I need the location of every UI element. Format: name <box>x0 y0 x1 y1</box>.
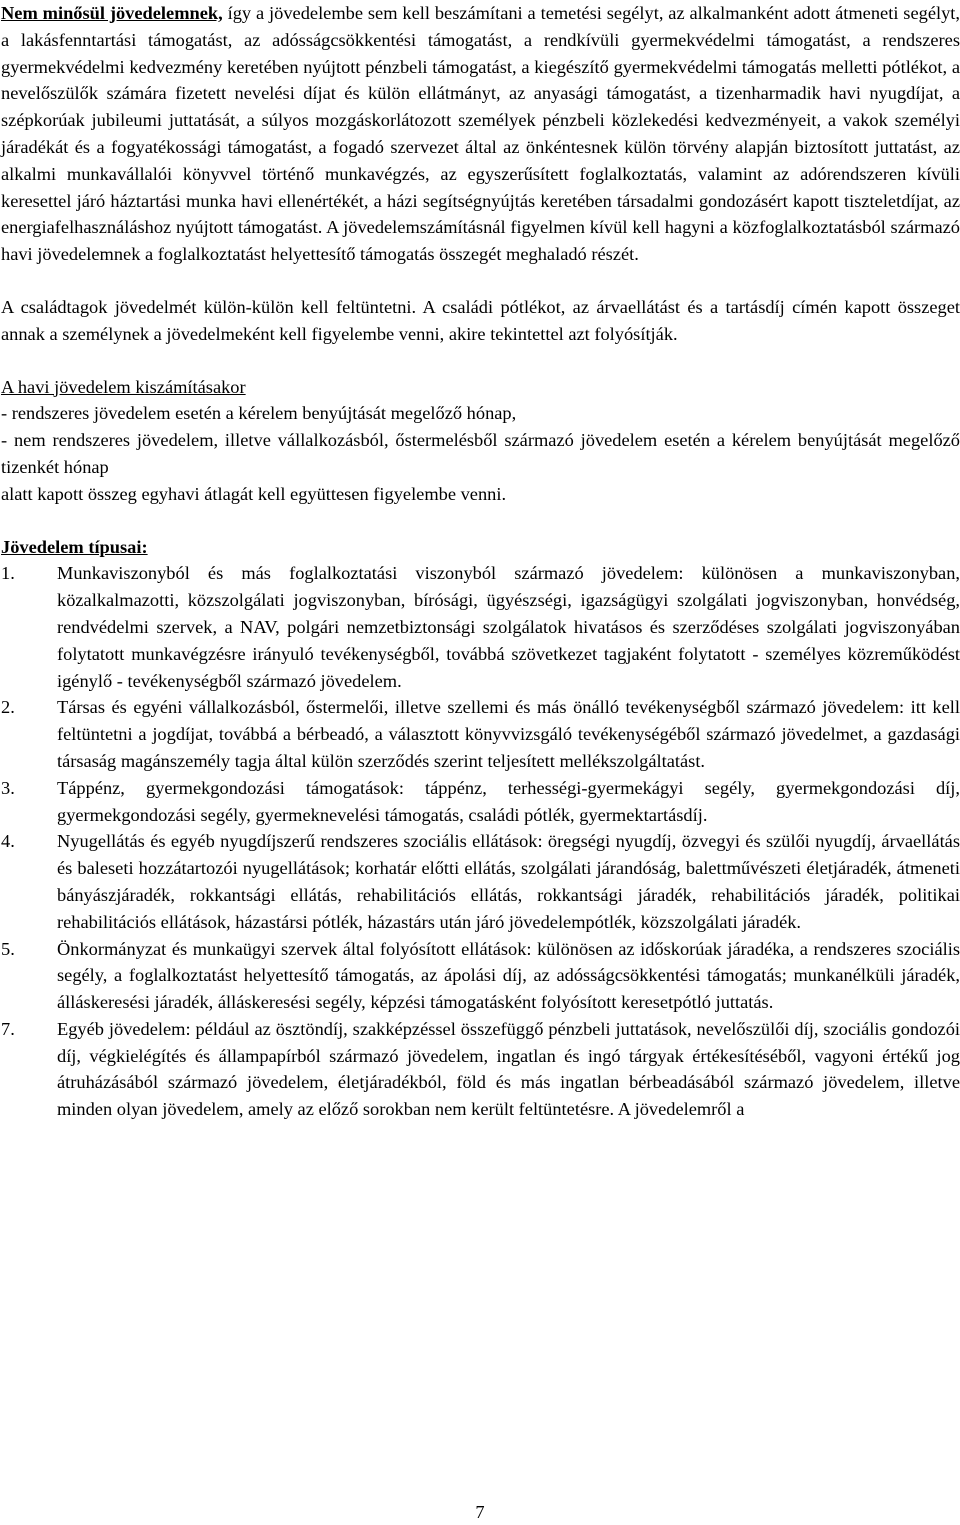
list-item <box>1 560 960 694</box>
intro-paragraph <box>1 0 960 268</box>
list-item-number: 3. <box>1 777 15 798</box>
document-page <box>1 0 960 1123</box>
list-item-text: Társas és egyéni vállalkozásból, őstermelői, illetve szellemi és más önálló tevékenységből származó jövedelem: itt kell feltüntetni a jogdíjat, továbbá a bérbeadó, a választott könyvvizsgáló tevékenységéből származó jövedelmet, a gazdasági társaság magánszemély tagja által külön szerződés szerint teljesített mellékszolgáltatást. <box>57 697 960 771</box>
spacer <box>1 348 960 374</box>
monthly-section <box>1 374 960 508</box>
list-item-number: 4. <box>1 831 15 852</box>
list-item-number: 1. <box>1 563 15 584</box>
list-item-number: 7. <box>1 1018 15 1039</box>
monthly-line-1: - rendszeres jövedelem esetén a kérelem benyújtását megelőző hónap, <box>1 403 517 424</box>
list-item-text: Nyugellátás és egyéb nyugdíjszerű rendszeres szociális ellátások: öregségi nyugdíj, özvegyi és szülői nyugdíj, árvaellátás és baleseti hozzátartozói nyugellátások; korhatár előtti ellátás, szolgálati járandóság, balettművészeti életjáradék, átmeneti bányászjáradék, rokkantsági ellátás, rehabilitációs ellátás, rokkantsági járadék, rehabilitációs járadék, politikai rehabilitációs ellátások, házastársi pótlék, házastárs után járó jövedelempótlék, közszolgálati járadék. <box>57 831 960 932</box>
list-item-text: Munkaviszonyból és más foglalkoztatási viszonyból származó jövedelem: különösen a munkaviszonyban, közalkalmazotti, közszolgálati jogviszonyban, bírósági, ügyészségi, igazságügyi szolgálati jogviszonyban, honvédség, rendvédelmi szervek, a NAV, polgári nemzetbiztonsági szolgálatok hivatásos és szerződéses szolgálati jogviszonyában folytatott munkavégzésre irányuló tevékenységből, továbbá szövetkezet tagjaként folytatott - személyes közreműködést igénylő - tevékenységből származó jövedelem. <box>57 563 960 691</box>
list-item <box>1 694 960 774</box>
list-item <box>1 936 960 1016</box>
list-item <box>1 775 960 829</box>
monthly-line-2: - nem rendszeres jövedelem, illetve vállalkozásból, őstermelésből származó jövedelem esetén a kérelem benyújtását megelőző tizenkét hónap <box>1 430 960 477</box>
list-item-text: Egyéb jövedelem: például az ösztöndíj, szakképzéssel összefüggő pénzbeli juttatások, nevelőszülői díj, szociális gondozói díj, végkielégítés és állampapírból származó jövedelem, ingatlan és ingó tárgyak értékesítéséből, vagyoni értékű jog átruházásából származó jövedelem, életjáradékból, föld és más ingatlan bérbeadásából származó jövedelem, illetve minden olyan jövedelem, amely az előző sorokban nem került feltüntetésre. A jövedelemről a <box>57 1018 960 1120</box>
monthly-line-3: alatt kapott összeg egyhavi átlagát kell együttesen figyelembe venni. <box>1 483 507 504</box>
list-item <box>1 1016 960 1123</box>
list-item-number: 5. <box>1 938 15 959</box>
spacer <box>1 268 960 294</box>
list-item-text: Táppénz, gyermekgondozási támogatások: táppénz, terhességi-gyermekágyi segély, gyermekgondozási díj, gyermekgondozási segély, gyermeknevelési támogatás, családi pótlék, gyermektartásdíj. <box>57 777 960 825</box>
intro-text: így a jövedelembe sem kell beszámítani a temetési segélyt, az alkalmanként adott átmeneti segélyt, a lakásfenntartási támogatást, az adósságcsökkentési támogatást, a rendkívüli gyermekvédelmi támogatást, a rendszeres gyermekvédelmi kedvezmény keretében nyújtott pénzbeli támogatást, a kiegészítő gyermekvédelmi támogatás melletti pótlékot, a nevelőszülők számára fizetett nevelési díjat és külön ellátmányt, az anyasági támogatást, a tizenharmadik havi nyugdíjat, a szépkorúak jubileumi juttatását, a súlyos mozgáskorlátozott személyek pénzbeli közlekedési kedvezményeit, a vakok személyi járadékát és a fogyatékossági támogatást, a fogadó szervezet által az önkéntesnek külön törvény alapján biztosított juttatást, az alkalmi munkavállalói könyvvel történő munkavégzés, az egyszerűsített foglalkoztatás, valamint az adórendszeren kívüli keresettel járó háztartási munka havi ellenértékét, a házi segítségnyújtás keretében társadalmi gondozásért kapott tiszteletdíjat, az energiafelhasználáshoz nyújtott támogatást. A jövedelemszámításnál figyelmen kívül kell hagyni a közfoglalkoztatásból származó havi jövedelemnek a foglalkoztatást helyettesítő támogatás összegét meghaladó részét. <box>1 3 960 265</box>
intro-lead: Nem minősül jövedelemnek, <box>1 3 223 23</box>
page-number: 7 <box>475 1502 485 1522</box>
income-types-heading: Jövedelem típusai: <box>1 536 148 557</box>
income-types-section <box>1 534 960 1124</box>
list-item-number: 2. <box>1 697 15 718</box>
income-types-list <box>1 560 960 1123</box>
monthly-heading: A havi jövedelem kiszámításakor <box>1 376 246 397</box>
family-note: A családtagok jövedelmét külön-külön kell feltüntetni. A családi pótlékot, az árvaellátást és a tartásdíj címén kapott összeget annak a személynek a jövedelmeként kell figyelembe venni, akire tekintettel azt folyósítják. <box>1 296 960 344</box>
list-item-text: Önkormányzat és munkaügyi szervek által folyósított ellátások: különösen az időskorúak járadéka, a rendszeres szociális segély, a foglalkoztatást helyettesítő támogatás, az ápolási díj, az adósságcsökkentési támogatás; munkanélküli járadék, álláskeresési járadék, álláskeresési segély, képzési támogatásként folyósított keresetpótló juttatás. <box>57 938 960 1013</box>
spacer <box>1 508 960 534</box>
list-item <box>1 828 960 935</box>
